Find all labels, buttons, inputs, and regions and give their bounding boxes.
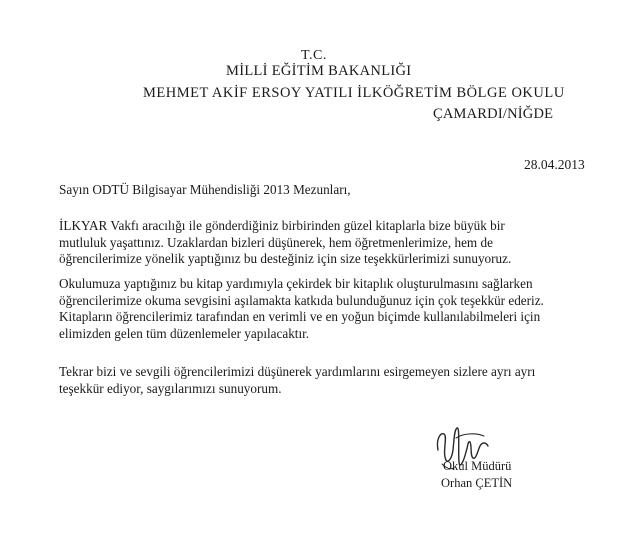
letter-date: 28.04.2013 bbox=[524, 157, 585, 172]
header-tc: T.C. bbox=[301, 48, 327, 63]
paragraph-line: Tekrar bizi ve sevgili öğrencilerimizi düşünerek yardımlarını esirgemeyen sizlere ayrı ayrı bbox=[59, 364, 536, 379]
paragraph-line: elimizden gelen tüm düzenlemeler yapılacaktır. bbox=[59, 325, 310, 341]
signer-title: Okul Müdürü bbox=[443, 459, 512, 473]
header-ministry: MİLLİ EĞİTİM BAKANLIĞI bbox=[226, 63, 412, 79]
paragraph-line: teşekkür ediyor, saygılarımızı sunuyorum. bbox=[59, 380, 282, 396]
paragraph-line: öğrencilerimize yönelik yaptığınız bu desteğiniz için size teşekkürlerimizi sunuyoruz. bbox=[59, 251, 512, 267]
signer-name: Orhan ÇETİN bbox=[441, 476, 513, 490]
paragraph-3 bbox=[59, 364, 599, 397]
paragraph-line: İLKYAR Vakfı aracılığı ile gönderdiğiniz birbirinden güzel kitaplarla bize büyük bir bbox=[59, 218, 505, 233]
paragraph-1 bbox=[59, 218, 599, 268]
header-location: ÇAMARDI/NİĞDE bbox=[433, 106, 554, 122]
salutation: Sayın ODTÜ Bilgisayar Mühendisliği 2013 Mezunları, bbox=[59, 182, 351, 197]
paragraph-line: Kitapların öğrencilerimiz tarafından en verimli ve en yoğun biçimde kullanılabilmeleri için bbox=[59, 309, 541, 325]
header-school-name: MEHMET AKİF ERSOY YATILI İLKÖĞRETİM BÖLGE OKULU bbox=[143, 85, 565, 101]
paragraph-line: öğrencilerimize okuma sevgisini aşılamakta katkıda bulunduğunuz için çok teşekkür ederiz. bbox=[59, 292, 544, 308]
paragraph-line: Okulumuza yaptığınız bu kitap yardımıyla çekirdek bir kitaplık oluşturulmasını sağlarken bbox=[59, 276, 533, 291]
paragraph-line: mutluluk yaşattınız. Uzaklardan bizleri düşünerek, hem öğretmenlerimize, hem de bbox=[59, 234, 493, 250]
paragraph-2 bbox=[59, 276, 599, 342]
